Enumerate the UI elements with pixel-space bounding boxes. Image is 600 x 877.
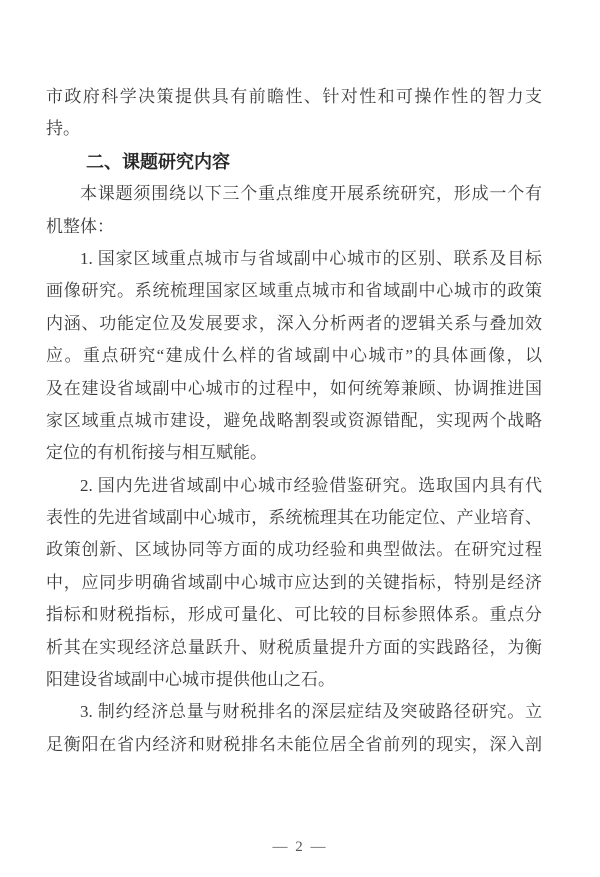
text-line: 2. 国内先进省域副中心城市经验借鉴研究。选取国内具有代 bbox=[80, 475, 542, 495]
page-number: — 2 — bbox=[272, 839, 328, 855]
text-line: 家区域重点城市建设，避免战略割裂或资源错配，实现两个战略 bbox=[46, 410, 542, 430]
text-line: 内涵、功能定位及发展要求，深入分析两者的逻辑关系与叠加效 bbox=[46, 313, 542, 333]
text-line: 政策创新、区域协同等方面的成功经验和典型做法。在研究过程 bbox=[46, 540, 542, 560]
text-line: 应。重点研究“建成什么样的省域副中心城市”的具体画像，以 bbox=[46, 346, 542, 366]
section-heading: 二、课题研究内容 bbox=[86, 151, 230, 172]
text-line: 3. 制约经济总量与财税排名的深层症结及突破路径研究。立 bbox=[80, 702, 542, 722]
text-line: 机整体： bbox=[46, 216, 114, 236]
text-line: 中，应同步明确省域副中心城市应达到的关键指标，特别是经济 bbox=[46, 572, 542, 592]
text-line: 表性的先进省域副中心城市，系统梳理其在功能定位、产业培育、 bbox=[46, 508, 542, 528]
text-line: 持。 bbox=[46, 119, 80, 139]
text-line: 市政府科学决策提供具有前瞻性、针对性和可操作性的智力支 bbox=[46, 87, 542, 106]
text-line: 阳建设省域副中心城市提供他山之石。 bbox=[46, 670, 335, 690]
text-line: 析其在实现经济总量跃升、财税质量提升方面的实践路径，为衡 bbox=[46, 637, 542, 657]
text-line: 定位的有机衔接与相互赋能。 bbox=[46, 443, 267, 463]
text-line: 1. 国家区域重点城市与省域副中心城市的区别、联系及目标 bbox=[80, 248, 542, 268]
page-footer bbox=[0, 838, 600, 856]
text-line: 指标和财税指标，形成可量化、可比较的目标参照体系。重点分 bbox=[46, 605, 542, 625]
text-line: 本课题须围绕以下三个重点维度开展系统研究，形成一个有 bbox=[80, 184, 542, 204]
text-line: 足衡阳在省内经济和财税排名未能位居全省前列的现实，深入剖 bbox=[46, 734, 542, 754]
text-line: 及在建设省域副中心城市的过程中，如何统筹兼顾、协调推进国 bbox=[46, 378, 542, 398]
text-line: 画像研究。系统梳理国家区域重点城市和省域副中心城市的政策 bbox=[46, 281, 542, 301]
document-body bbox=[46, 81, 542, 761]
